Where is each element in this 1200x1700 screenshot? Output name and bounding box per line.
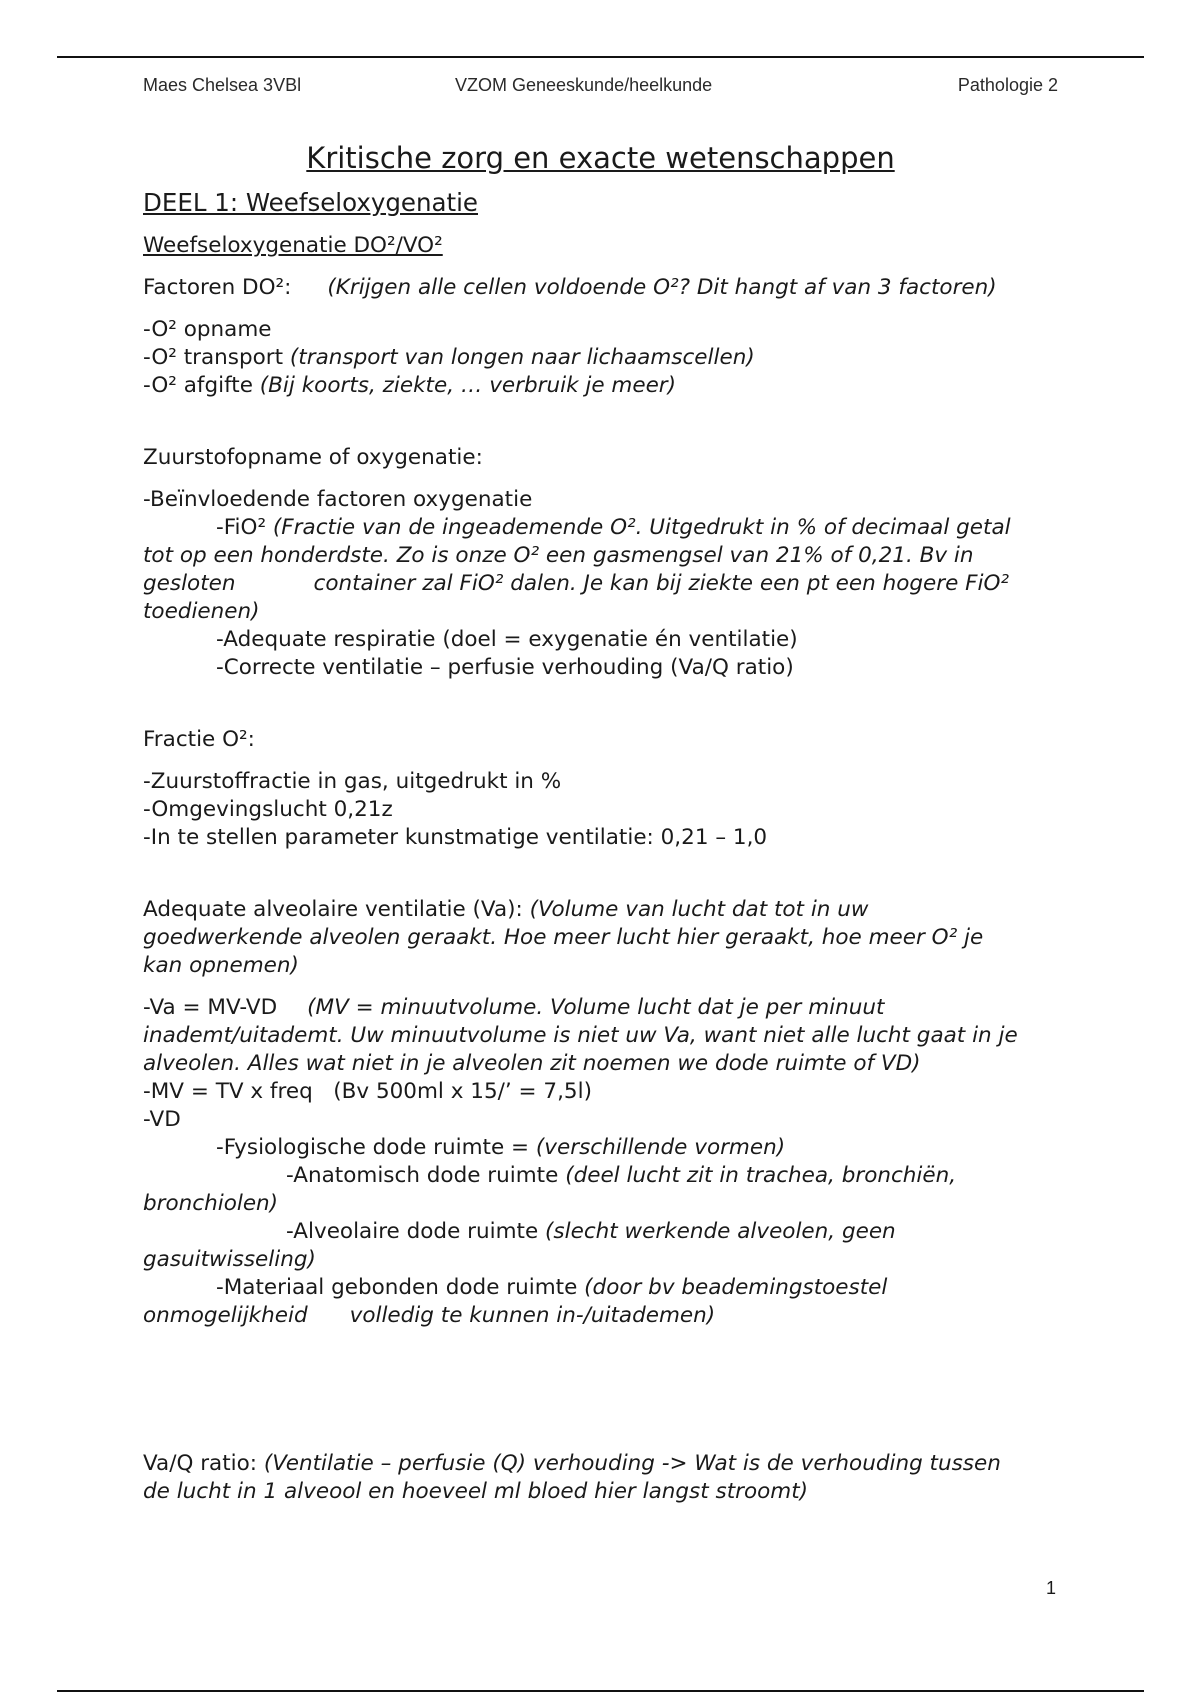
part-heading: DEEL 1: Weefseloxygenatie — [143, 188, 478, 217]
vd-physiological-note: (verschillende vormen) — [535, 1135, 786, 1160]
vd-anatomical-note: bronchiolen) — [143, 1191, 279, 1216]
factor-label: -O² afgifte — [143, 373, 253, 398]
fio-line — [143, 542, 1058, 570]
fraction-item: -Zuurstoffractie in gas, uitgedrukt in % — [143, 769, 562, 794]
ventilation-block — [143, 896, 1058, 980]
ventilation-note: goedwerkende alveolen geraakt. Hoe meer lucht hier geraakt, hoe meer O² je — [143, 925, 984, 950]
fio-note: tot op een honderdste. Zo is onze O² een gasmengsel van 21% of 0,21. Bv in — [143, 543, 974, 568]
fio-note: container zal FiO² dalen. Je kan bij ziekte een pt een hogere FiO² — [313, 571, 1010, 596]
vd-alveolar-label: -Alveolaire dode ruimte — [286, 1219, 539, 1244]
va-equation — [143, 1050, 1058, 1078]
factor-item — [143, 344, 1058, 372]
fio-line — [143, 514, 1058, 542]
ventilation-line — [143, 952, 1058, 980]
vd-anatomical-note: (deel lucht zit in trachea, bronchiën, — [565, 1163, 957, 1188]
ventilation-note: (Volume van lucht dat tot in uw — [529, 897, 869, 922]
fio-line — [143, 598, 1058, 626]
va-eq-note: alveolen. Alles wat niet in je alveolen zit noemen we dode ruimte of VD) — [143, 1051, 921, 1076]
oxygenation-heading: Zuurstofopname of oxygenatie: — [143, 445, 483, 470]
fio-note: toedienen) — [143, 599, 260, 624]
vq-line — [143, 1478, 1058, 1506]
va-eq-label: -Va = MV-VD — [143, 995, 278, 1020]
header-author: Maes Chelsea 3VBl — [143, 75, 302, 95]
vd-label: -VD — [143, 1107, 181, 1132]
vd-material-label: -Materiaal gebonden dode ruimte — [216, 1275, 578, 1300]
fio-note: (Fractie van de ingeademende O². Uitgedrukt in % of decimaal getal — [272, 515, 1011, 540]
factor-note: (transport van longen naar lichaamscellen) — [289, 345, 755, 370]
vd-material-note: (door bv beademingstoestel — [584, 1275, 888, 1300]
vd-anatomical — [143, 1190, 1058, 1218]
vd-material — [143, 1302, 1058, 1330]
vq-note: de lucht in 1 alveool en hoeveel ml bloed hier langst stroomt) — [143, 1479, 809, 1504]
ventilation-label: Adequate alveolaire ventilatie (Va): — [143, 897, 523, 922]
fio-line — [143, 570, 1058, 598]
oxygenation-block — [143, 486, 1058, 682]
oxygenation-item: -Beïnvloedende factoren oxygenatie — [143, 487, 533, 512]
page-number: 1 — [1045, 1578, 1056, 1598]
document-body — [143, 138, 1058, 1506]
vd-alveolar-note: (slecht werkende alveolen, geen — [545, 1219, 896, 1244]
mv-equation: -MV = TV x freq (Bv 500ml x 15/’ = 7,5l) — [143, 1079, 592, 1104]
fraction-heading: Fractie O²: — [143, 727, 255, 752]
vq-block — [143, 1450, 1058, 1506]
va-equation — [143, 1022, 1058, 1050]
fraction-item: -Omgevingslucht 0,21z — [143, 797, 393, 822]
fraction-item: -In te stellen parameter kunstmatige ventilatie: 0,21 – 1,0 — [143, 825, 768, 850]
header-course: VZOM Geneeskunde/heelkunde — [455, 75, 713, 95]
ventilation-line — [143, 896, 1058, 924]
vd-material-note: volledig te kunnen in-/uitademen) — [349, 1303, 716, 1328]
factors-line — [143, 274, 1058, 302]
factor-note: (Bij koorts, ziekte, … verbruik je meer) — [259, 373, 677, 398]
va-eq-note: (MV = minuutvolume. Volume lucht dat je per minuut — [307, 995, 885, 1020]
vd-alveolar-note: gasuitwisseling) — [143, 1247, 316, 1272]
factor-label: -O² transport — [143, 345, 284, 370]
document-title: Kritische zorg en exacte wetenschappen — [306, 141, 895, 175]
fraction-block — [143, 768, 1058, 852]
vd-anatomical — [143, 1162, 1058, 1190]
factors-note: (Krijgen alle cellen voldoende O²? Dit hangt af van 3 factoren) — [327, 275, 997, 300]
deadspace-block — [143, 994, 1058, 1330]
oxygenation-item: -Adequate respiratie (doel = exygenatie én ventilatie) — [216, 627, 798, 652]
factor-list — [143, 316, 1058, 400]
header-rule — [57, 56, 1144, 58]
factors-label: Factoren DO²: — [143, 275, 292, 300]
ventilation-note: kan opnemen) — [143, 953, 299, 978]
factor-item: -O² opname — [143, 317, 272, 342]
vd-material-note: onmogelijkheid — [143, 1303, 308, 1328]
vd-alveolar — [143, 1218, 1058, 1246]
header-subject: Pathologie 2 — [957, 75, 1058, 95]
section-heading: Weefseloxygenatie DO²/VO² — [143, 233, 443, 258]
fio-label: -FiO² — [216, 515, 267, 540]
vq-line — [143, 1450, 1058, 1478]
vd-physiological-label: -Fysiologische dode ruimte = — [216, 1135, 530, 1160]
oxygenation-item: -Correcte ventilatie – perfusie verhouding (Va/Q ratio) — [216, 655, 794, 680]
ventilation-line — [143, 924, 1058, 952]
vd-anatomical-label: -Anatomisch dode ruimte — [286, 1163, 559, 1188]
va-equation — [143, 994, 1058, 1022]
vd-physiological — [143, 1134, 1058, 1162]
vq-note: (Ventilatie – perfusie (Q) verhouding -> Wat is de verhouding tussen — [263, 1451, 1001, 1476]
factor-item — [143, 372, 1058, 400]
va-eq-note: inademt/uitademt. Uw minuutvolume is niet uw Va, want niet alle lucht gaat in je — [143, 1023, 1018, 1048]
vd-material — [143, 1274, 1058, 1302]
footer-rule — [57, 1690, 1144, 1692]
vq-label: Va/Q ratio: — [143, 1451, 258, 1476]
fio-note: gesloten — [143, 571, 236, 596]
vd-alveolar — [143, 1246, 1058, 1274]
